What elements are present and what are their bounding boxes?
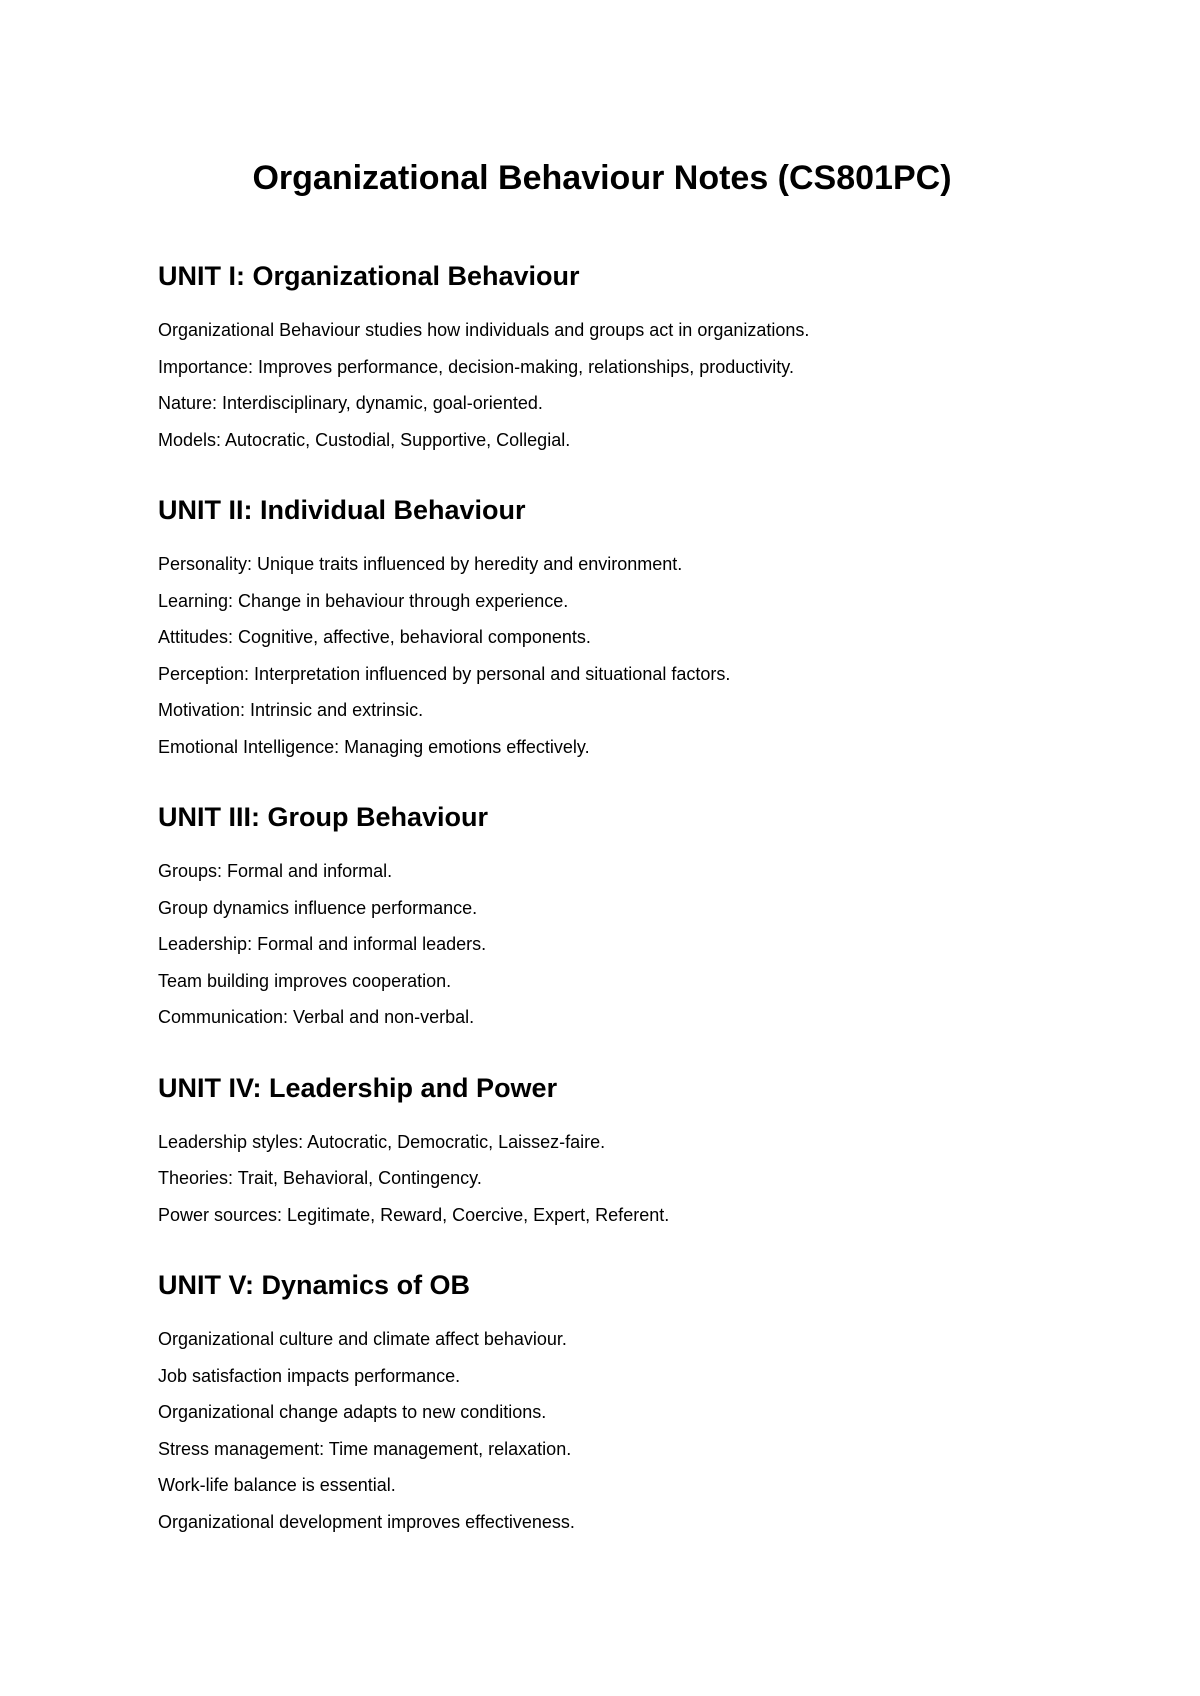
- unit-line: Emotional Intelligence: Managing emotions effectively.: [158, 736, 590, 757]
- unit-2: [158, 490, 1138, 765]
- unit-line: Models: Autocratic, Custodial, Supportive, Collegial.: [158, 429, 571, 450]
- unit-line: Job satisfaction impacts performance.: [158, 1365, 461, 1386]
- unit-line: Leadership: Formal and informal leaders.: [158, 934, 487, 954]
- unit-heading: UNIT IV: Leadership and Power: [158, 1072, 558, 1103]
- unit-line: Motivation: Intrinsic and extrinsic.: [158, 700, 424, 720]
- unit-line: Importance: Improves performance, decision-making, relationships, productivity.: [158, 356, 794, 377]
- unit-heading: UNIT V: Dynamics of OB: [158, 1270, 471, 1300]
- unit-line: Nature: Interdisciplinary, dynamic, goal-oriented.: [158, 393, 543, 413]
- unit-heading: UNIT II: Individual Behaviour: [158, 495, 526, 525]
- unit-line: Organizational development improves effectiveness.: [158, 1511, 575, 1532]
- unit-line: Perception: Interpretation influenced by personal and situational factors.: [158, 663, 731, 684]
- unit-line: Power sources: Legitimate, Reward, Coercive, Expert, Referent.: [158, 1204, 670, 1225]
- document-content: [158, 256, 1138, 1540]
- unit-line: Organizational culture and climate affect behaviour.: [158, 1329, 567, 1349]
- unit-line: Team building improves cooperation.: [158, 970, 452, 991]
- unit-1: [158, 256, 1138, 458]
- unit-3: [158, 797, 1138, 1036]
- unit-line: Theories: Trait, Behavioral, Contingency.: [158, 1168, 482, 1188]
- unit-heading: UNIT III: Group Behaviour: [158, 802, 489, 832]
- unit-heading: UNIT I: Organizational Behaviour: [158, 261, 580, 291]
- unit-line: Communication: Verbal and non-verbal.: [158, 1007, 475, 1027]
- unit-line: Group dynamics influence performance.: [158, 897, 478, 918]
- unit-line: Personality: Unique traits influenced by heredity and environment.: [158, 554, 683, 574]
- unit-line: Stress management: Time management, relaxation.: [158, 1438, 572, 1459]
- unit-line: Attitudes: Cognitive, affective, behavioral components.: [158, 627, 591, 647]
- unit-line: Organizational Behaviour studies how individuals and groups act in organizations.: [158, 320, 810, 340]
- document-title: Organizational Behaviour Notes (CS801PC): [252, 159, 952, 197]
- unit-line: Organizational change adapts to new conditions.: [158, 1402, 547, 1422]
- unit-4: [158, 1068, 1138, 1234]
- unit-line: Work-life balance is essential.: [158, 1475, 396, 1495]
- unit-line: Learning: Change in behaviour through experience.: [158, 590, 569, 611]
- unit-line: Groups: Formal and informal.: [158, 861, 393, 881]
- unit-line: Leadership styles: Autocratic, Democratic, Laissez-faire.: [158, 1131, 606, 1152]
- unit-5: [158, 1265, 1138, 1540]
